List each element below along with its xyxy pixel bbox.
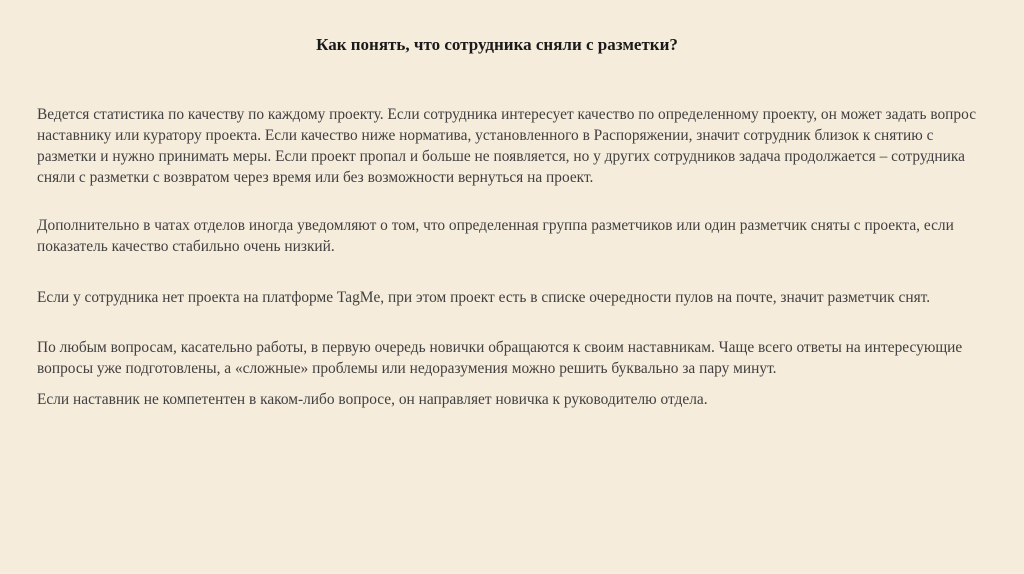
paragraph-quality-statistics: Ведется статистика по качеству по каждому проекту. Если сотрудника интересует качество по определенному проекту, он может задать вопрос наставнику или куратору проекта. Если качество ниже норматива, установленного в Распоряжении, значит сотрудник близок к снятию с разметки и нужно принимать меры. Если проект пропал и больше не появляется, но у других сотрудников задача продолжается – сотрудника сняли с разметки с возвратом через время или без возможности вернуться на проект.	[37, 106, 977, 186]
slide-title: Как понять, что сотрудника сняли с разметки?	[316, 35, 678, 54]
slide-body	[37, 104, 977, 410]
paragraph-mentors: По любым вопросам, касательно работы, в первую очередь новички обращаются к своим наставникам. Чаще всего ответы на интересующие вопросы уже подготовлены, а «сложные» проблемы или недоразумения можно решить буквально за пару минут.	[37, 339, 963, 377]
paragraph-tagme-platform: Если у сотрудника нет проекта на платформе TagMe, при этом проект есть в списке очередности пулов на почте, значит разметчик снят.	[37, 289, 931, 306]
paragraph-department-chats: Дополнительно в чатах отделов иногда уведомляют о том, что определенная группа разметчиков или один разметчик сняты с проекта, если показатель качество стабильно очень низкий.	[37, 217, 954, 255]
paragraph-department-head: Если наставник не компетентен в каком-либо вопросе, он направляет новичка к руководителю отдела.	[37, 391, 708, 408]
